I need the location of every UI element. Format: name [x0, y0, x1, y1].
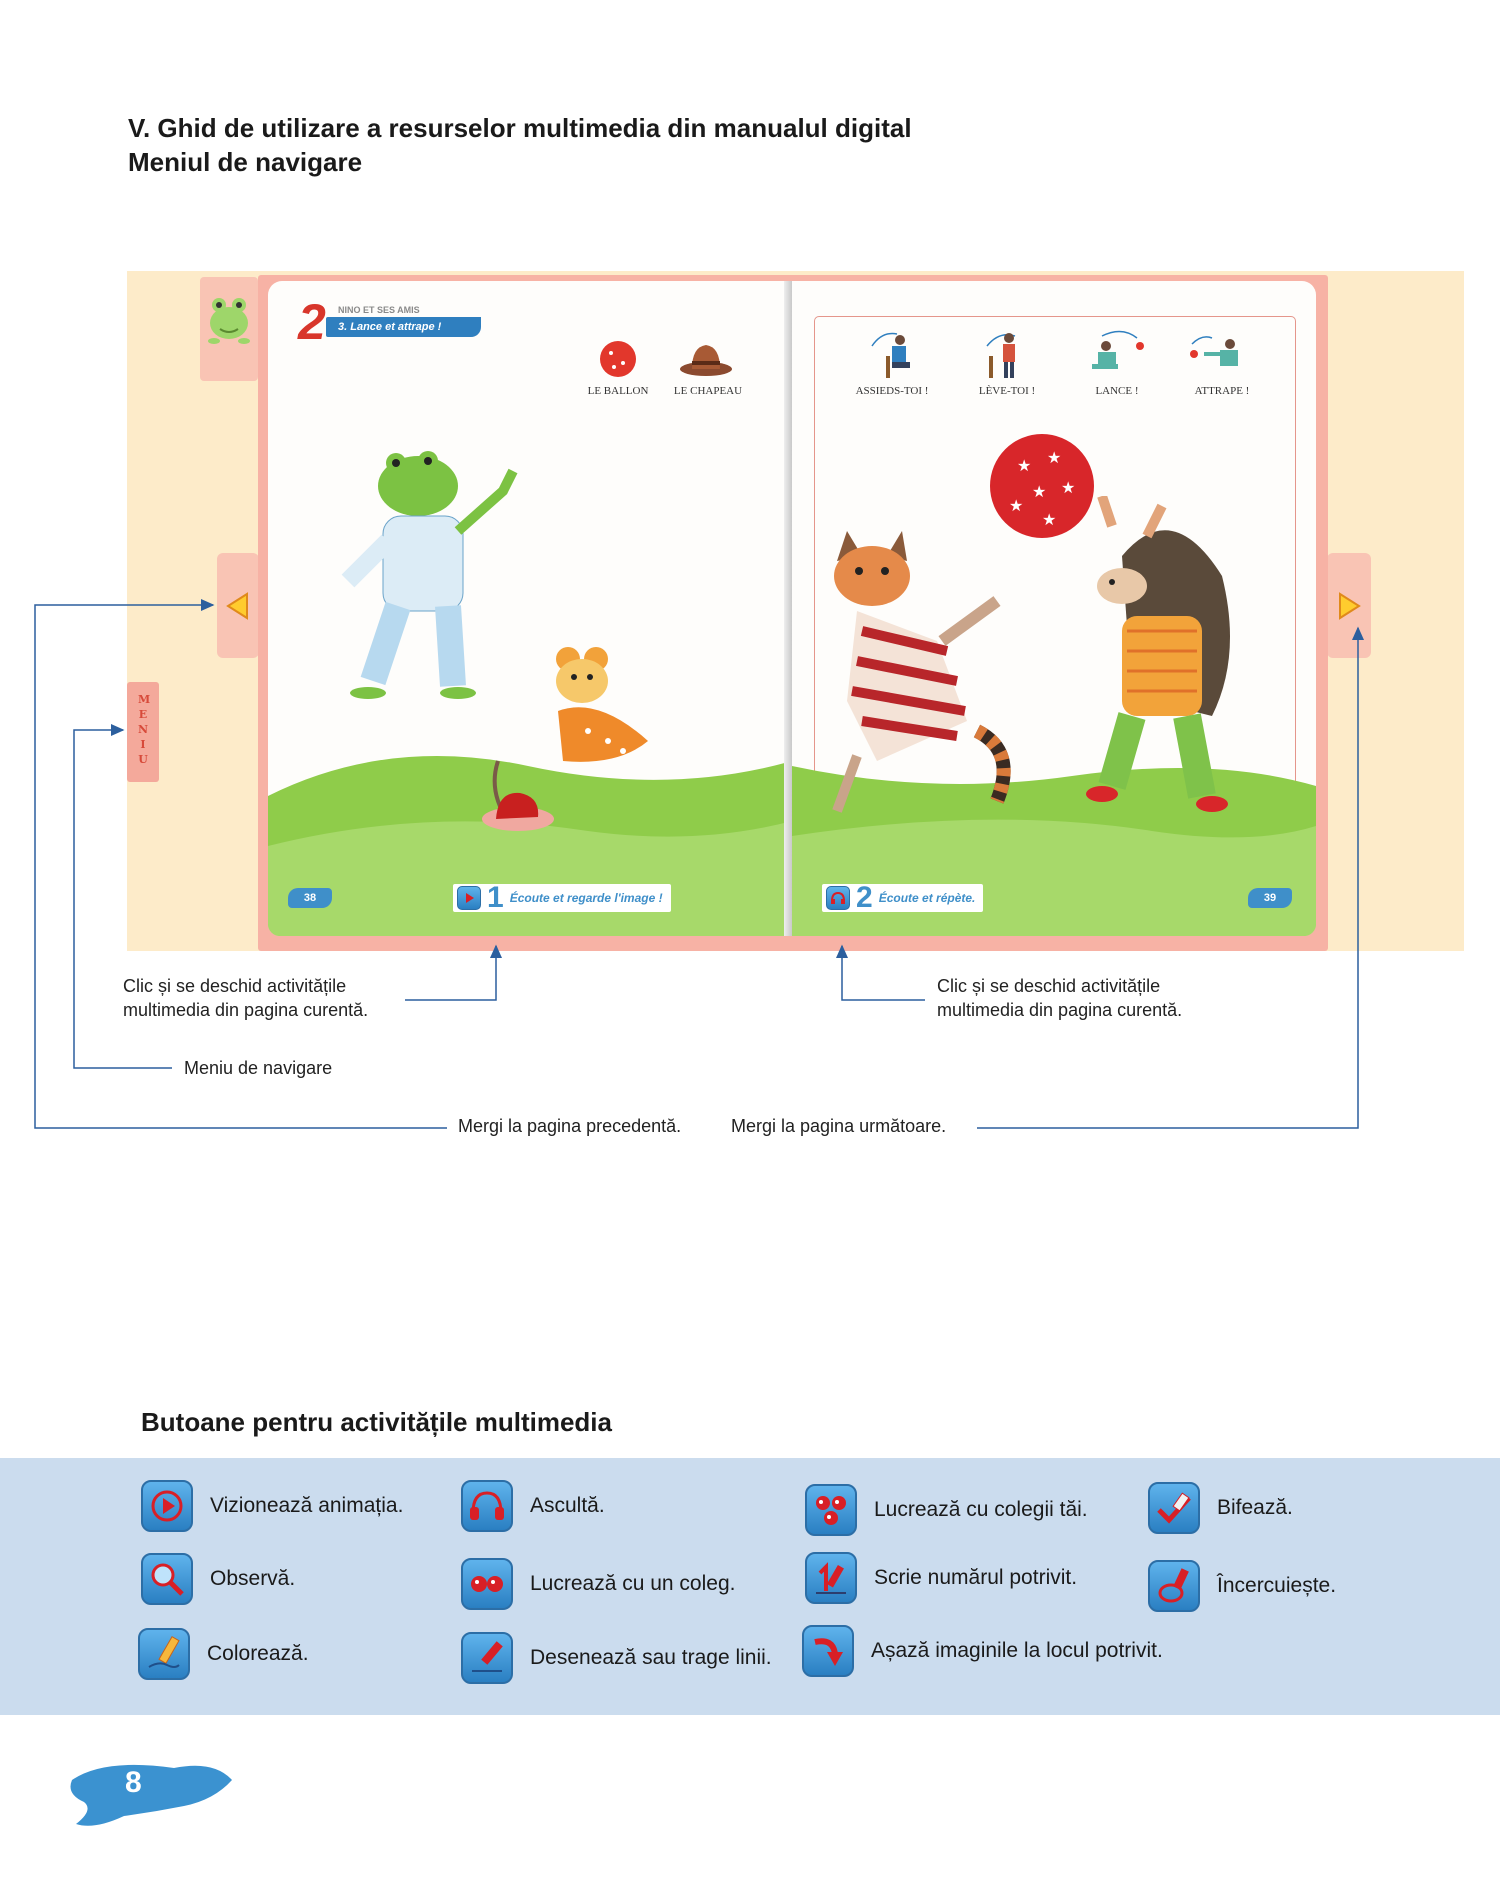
left-page: [268, 281, 792, 936]
draw-line-icon: [468, 1639, 506, 1677]
legend-item-group-work: [805, 1484, 1088, 1536]
legend-item-listen: [461, 1480, 605, 1532]
svg-text:★: ★: [1061, 478, 1076, 497]
group-icon: [812, 1491, 850, 1529]
draw-button[interactable]: [461, 1632, 513, 1684]
annotation-activities-left: Clic și se deschid activitățile multimedia din pagina curentă.: [123, 976, 369, 1020]
play-icon: [149, 1488, 185, 1524]
write-number-button[interactable]: [805, 1552, 857, 1604]
legend-label: Ascultă.: [530, 1494, 605, 1517]
headphones-icon: [830, 891, 846, 905]
legend-label: Scrie numărul potrivit.: [874, 1566, 1078, 1589]
vocab-lance: LANCE !: [1095, 385, 1139, 397]
section-title: V. Ghid de utilizare a resurselor multimedia din manualul digital: [128, 113, 912, 143]
checkmark-icon: [1155, 1490, 1193, 1526]
left-activity-button[interactable]: [457, 886, 481, 910]
left-activity-strip: [453, 881, 671, 914]
home-tab[interactable]: [200, 277, 258, 381]
svg-text:★: ★: [1042, 510, 1057, 529]
menu-tab[interactable]: [127, 682, 159, 782]
circle-pencil-icon: [1155, 1567, 1193, 1605]
triangle-right-icon: [1336, 591, 1362, 621]
legend-label: Observă.: [210, 1567, 296, 1590]
legend-label: Vizionează animația.: [210, 1494, 404, 1517]
legend-item-write-number: [805, 1552, 1077, 1604]
legend-title: Butoane pentru activitățile multimedia: [141, 1407, 612, 1437]
previous-page-button[interactable]: [217, 553, 259, 658]
right-activity-button[interactable]: [826, 886, 850, 910]
legend-item-drag: [802, 1625, 1163, 1677]
cat-character-illustration: [817, 531, 1037, 831]
pair-icon: [468, 1569, 506, 1599]
legend-label: Desenează sau trage linii.: [530, 1646, 772, 1669]
group-work-button[interactable]: [805, 1484, 857, 1536]
next-page-button[interactable]: [1327, 553, 1371, 658]
vocab-chapeau: LE CHAPEAU: [673, 385, 743, 397]
catch-pictogram: [1182, 326, 1252, 381]
headphones-icon: [468, 1489, 506, 1523]
throw-pictogram: [1082, 326, 1152, 381]
left-page-number: 38: [288, 888, 332, 908]
observe-button[interactable]: [141, 1553, 193, 1605]
circle-button[interactable]: [1148, 1560, 1200, 1612]
legend-item-draw: [461, 1632, 772, 1684]
stand-up-pictogram: [977, 326, 1037, 381]
red-hat-illustration: [468, 751, 558, 841]
pair-work-button[interactable]: [461, 1558, 513, 1610]
legend-item-circle: [1148, 1560, 1336, 1612]
left-activity-text: Écoute et regarde l'image !: [509, 891, 663, 905]
magnifier-icon: [148, 1560, 186, 1598]
frog-icon: [200, 277, 258, 357]
right-activity-text: Écoute et répète.: [878, 891, 976, 905]
annotation-activities-right: Clic și se deschid activitățile multimedia din pagina curentă.: [937, 976, 1183, 1020]
annotation-menu: Meniu de navigare: [184, 1058, 333, 1078]
page-number-brush: [64, 1750, 234, 1842]
menu-label: M E N I U: [138, 693, 151, 766]
annotation-previous-page: Mergi la pagina precedentă.: [458, 1116, 682, 1136]
vocab-leve-toi: LÈVE-TOI !: [978, 385, 1036, 397]
legend-item-color: [138, 1628, 309, 1680]
legend-label: Lucrează cu colegii tăi.: [874, 1498, 1088, 1521]
legend-item-observe: [141, 1553, 295, 1605]
legend-label: Încercuiește.: [1217, 1574, 1337, 1597]
pencil-icon: [145, 1635, 183, 1673]
svg-text:★: ★: [1017, 456, 1032, 475]
svg-text:★: ★: [1009, 496, 1024, 515]
lesson-number: 2: [298, 294, 326, 350]
legend-item-pair-work: [461, 1558, 735, 1610]
right-page: [792, 281, 1316, 936]
triangle-left-icon: [225, 591, 251, 621]
frog-character-illustration: [328, 431, 528, 731]
legend-label: Așază imaginile la locul potrivit.: [871, 1639, 1163, 1662]
check-button[interactable]: [1148, 1482, 1200, 1534]
vocab-ballon: LE BALLON: [587, 385, 649, 397]
lesson-series: NINO ET SES AMIS: [338, 305, 420, 315]
drag-button[interactable]: [802, 1625, 854, 1677]
hat-icon: [678, 339, 734, 379]
open-book: [258, 275, 1328, 951]
ball-icon: [598, 339, 638, 379]
left-activity-number: 1: [487, 881, 504, 914]
right-activity-strip: [822, 881, 983, 914]
right-activity-number: 2: [856, 881, 873, 914]
page-number: 8: [125, 1766, 142, 1799]
hedgehog-character-illustration: [1052, 496, 1242, 826]
vocab-attrape: ATTRAPE !: [1194, 385, 1250, 397]
legend-item-check: [1148, 1482, 1293, 1534]
listen-button[interactable]: [461, 1480, 513, 1532]
right-page-number: 39: [1248, 888, 1292, 908]
svg-text:★: ★: [1047, 448, 1062, 467]
vocab-assieds-toi: ASSIEDS-TOI !: [855, 385, 929, 397]
lesson-title: 3. Lance et attrape !: [326, 317, 481, 337]
play-icon: [462, 891, 476, 905]
sit-down-pictogram: [862, 326, 922, 381]
legend-item-animation: [141, 1480, 403, 1532]
color-button[interactable]: [138, 1628, 190, 1680]
number-pencil-icon: [812, 1559, 850, 1597]
section-subtitle: Meniul de navigare: [128, 147, 363, 177]
mouse-character-illustration: [538, 641, 678, 781]
play-button[interactable]: [141, 1480, 193, 1532]
svg-text:★: ★: [1032, 482, 1047, 501]
legend-label: Lucrează cu un coleg.: [530, 1572, 736, 1595]
legend-label: Colorează.: [207, 1642, 309, 1665]
annotation-next-page: Mergi la pagina următoare.: [731, 1116, 947, 1136]
drag-arrow-icon: [809, 1632, 847, 1670]
legend-label: Bifează.: [1217, 1496, 1293, 1519]
